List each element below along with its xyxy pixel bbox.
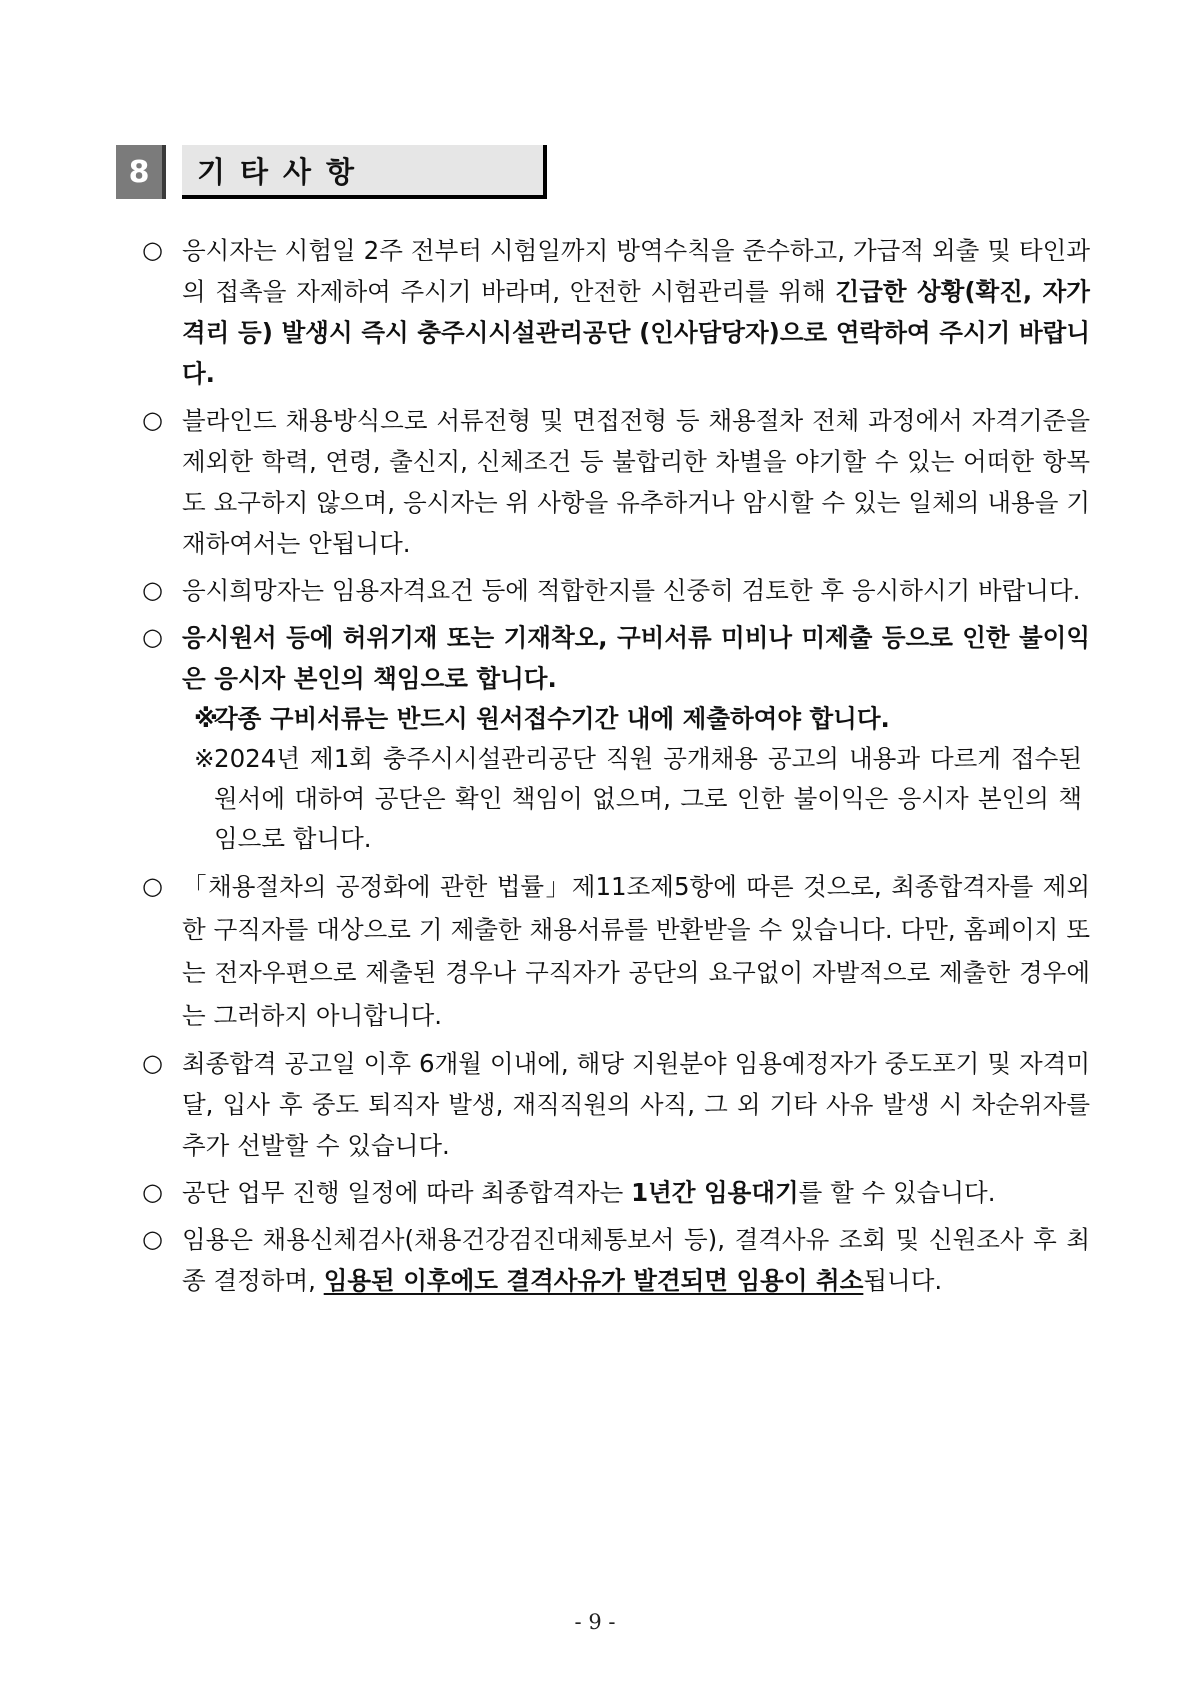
item-text-bold-underlined: 임용된 이후에도 결격사유가 발견되면 임용이 취소	[323, 1266, 864, 1295]
list-item	[140, 1219, 1090, 1301]
item-text: 최종합격 공고일 이후 6개월 이내에, 해당 지원분야 임용예정자가 중도포기 및 자격미달, 입사 후 중도 퇴직자 발생, 재직직원의 사직, 그 외 기타 사유 발생 시 차순위자를 추가 선발할 수 있습니다.	[182, 1049, 1090, 1160]
bullet-circle-icon: ○	[142, 236, 163, 264]
list-item	[140, 570, 1090, 611]
list-item	[140, 400, 1090, 564]
list-item	[140, 1172, 1090, 1213]
bullet-circle-icon: ○	[142, 1178, 163, 1206]
page-number: - 9 -	[574, 1610, 616, 1634]
item-text: 됩니다.	[863, 1266, 943, 1295]
item-text: 응시희망자는 임용자격요건 등에 적합한지를 신중히 검토한 후 응시하시기 바랍니다.	[182, 576, 1081, 605]
item-text: 공단 업무 진행 일정에 따라 최종합격자는	[182, 1178, 632, 1207]
note-item	[140, 699, 1090, 739]
list-item	[140, 1043, 1090, 1166]
item-text: 「채용절차의 공정화에 관한 법률」제11조제5항에 따른 것으로, 최종합격자를 제외한 구직자를 대상으로 기 제출한 채용서류를 반환받을 수 있습니다. 다만, 홈페이지 또는 전자우편으로 제출된 경우나 구직자가 공단의 요구없이 자발적으로 제출한 경우에는 그러하지 아니합니다.	[182, 872, 1090, 1030]
note-text: 2024년 제1회 충주시시설관리공단 직원 공개채용 공고의 내용과 다르게 접수된 원서에 대하여 공단은 확인 책임이 없으며, 그로 인한 불이익은 응시자 본인의 책임으로 합니다.	[214, 744, 1082, 853]
notice-list	[140, 230, 1090, 1307]
bullet-circle-icon: ○	[142, 623, 163, 651]
bullet-circle-icon: ○	[142, 872, 163, 900]
section-number: 8	[116, 145, 166, 199]
list-item	[140, 230, 1090, 394]
list-item	[140, 617, 1090, 699]
reference-mark-icon: ※	[194, 744, 215, 773]
item-text-bold: 1년간 임용대기	[631, 1178, 799, 1207]
item-text: 를 할 수 있습니다.	[798, 1178, 996, 1207]
item-text-bold: 응시원서 등에 허위기재 또는 기재착오, 구비서류 미비나 미제출 등으로 인한 불이익은 응시자 본인의 책임으로 합니다.	[182, 623, 1090, 693]
item-text: 블라인드 채용방식으로 서류전형 및 면접전형 등 채용절차 전체 과정에서 자격기준을 제외한 학력, 연령, 출신지, 신체조건 등 불합리한 차별을 야기할 수 있는 어떠한 항목도 요구하지 않으며, 응시자는 위 사항을 유추하거나 암시할 수 있는 일체의 내용을 기재하여서는 안됩니다.	[182, 406, 1090, 558]
section-header	[116, 145, 536, 200]
section-title: 기타사항	[182, 145, 547, 199]
bullet-circle-icon: ○	[142, 406, 163, 434]
note-text: 각종 구비서류는 반드시 원서접수기간 내에 제출하여야 합니다.	[214, 704, 890, 733]
item-text-bold: 긴급한 상황(확진, 자가격리 등) 발생시 즉시 충주시시설관리공단 (인사담당자)으로 연락하여 주시기 바랍니다.	[182, 277, 1090, 388]
bullet-circle-icon: ○	[142, 1049, 163, 1077]
list-item	[140, 865, 1090, 1037]
reference-mark-icon: ※	[194, 704, 218, 733]
item-text: 임용은 채용신체검사(채용건강검진대체통보서 등), 결격사유 조회 및 신원조사 후 최종 결정하며,	[182, 1225, 1090, 1295]
note-item	[140, 739, 1090, 859]
bullet-circle-icon: ○	[142, 576, 163, 604]
item-text: 응시자는 시험일 2주 전부터 시험일까지 방역수칙을 준수하고, 가급적 외출 및 타인과의 접촉을 자제하여 주시기 바라며, 안전한 시험관리를 위해	[182, 236, 1090, 306]
bullet-circle-icon: ○	[142, 1225, 163, 1253]
